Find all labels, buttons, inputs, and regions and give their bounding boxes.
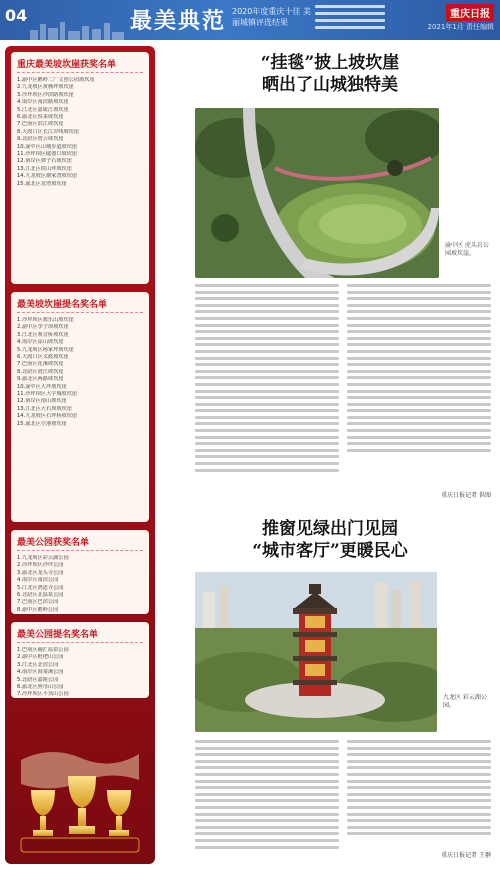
list-item: 4.南岸区南滨路坡坎崖	[17, 99, 69, 106]
award-panel	[11, 52, 149, 284]
award-list	[17, 317, 143, 428]
list-item: 1.巴南区融汇温泉公园	[17, 647, 69, 653]
list-item: 7.巴南区巴滨公园	[17, 599, 59, 606]
list-item: 12.南岸区南山坡坎崖	[17, 398, 67, 405]
list-item: 3.江北区北滨公园	[17, 661, 59, 668]
list-item: 14.九龙坡区石坪桥坡坎崖	[17, 413, 78, 420]
section-title: 最美典范	[130, 8, 227, 34]
list-item: 3.沙坪坝区沙滨路坡坎崖	[17, 91, 74, 98]
list-item: 11.沙坪坝区磁器口坡坎崖	[17, 151, 78, 158]
article1-text-col2	[347, 284, 491, 455]
list-item: 12.南岸区弹子石坡坎崖	[17, 158, 72, 165]
article1-photo	[195, 108, 439, 278]
award-panel	[11, 292, 149, 522]
main-content	[165, 46, 495, 864]
article1-text-col1	[195, 284, 339, 475]
list-item: 13.江北区铁山坪坡坎崖	[17, 165, 72, 172]
panel-title: 最美坡坎崖提名奖名单	[17, 297, 143, 313]
article2-photo	[195, 572, 437, 732]
list-item: 7.巴南区滨江坡坎崖	[17, 121, 64, 128]
article2-text-col2	[347, 740, 491, 839]
list-item: 6.大渡口区义渡坡坎崖	[17, 354, 69, 361]
article2-text-col1	[195, 740, 339, 852]
award-list	[17, 77, 143, 188]
paper-name: 重庆日报	[446, 4, 494, 21]
list-item: 8.北碚区澄江坡坎崖	[17, 368, 64, 375]
article2-headline	[165, 518, 495, 562]
list-item: 3.渝北区龙头寺公园	[17, 569, 64, 576]
list-item: 8.大渡口区长江岸线坡坎崖	[17, 128, 80, 135]
masthead-text-lines	[315, 5, 385, 33]
award-list-sidebar	[5, 46, 155, 864]
list-item: 14.九龙坡区谢家湾坡坎崖	[17, 173, 78, 180]
headline-line: “挂毯”披上坡坎崖	[260, 53, 400, 73]
list-item: 5.北碚区嘉陵公园	[17, 676, 59, 683]
list-item: 5.九龙坡区杨家坪坡坎崖	[17, 346, 74, 353]
award-panel	[11, 530, 149, 614]
section-subtitle: 2020年度重庆十佳 美丽城镇评选结果	[232, 7, 311, 27]
list-item: 15.渝北区空港坡坎崖	[17, 420, 67, 427]
list-item: 8.渝中区鹅岭公园	[17, 606, 59, 613]
photo-caption: 九龙区 彩云湖公 园。	[443, 694, 487, 709]
list-item: 4.南岸区涂山坡坎崖	[17, 339, 64, 346]
list-item: 5.江北区嘉陵江坡坎崖	[17, 106, 69, 113]
list-item: 2.渝中区李子坝坡坎崖	[17, 324, 69, 331]
list-item: 6.渝北区悦来坡坎崖	[17, 114, 64, 121]
list-item: 10.渝中区大坪坡坎崖	[17, 383, 67, 390]
masthead	[0, 0, 500, 40]
list-item: 15.渝北区龙塔坡坎崖	[17, 180, 67, 187]
list-item: 2.渝中区枇杷山公园	[17, 654, 64, 661]
masthead-meta: 2021年1月 责任编辑	[427, 23, 494, 31]
panel-title: 最美公园提名奖名单	[17, 627, 143, 643]
list-item: 9.渝北区两路坡坎崖	[17, 376, 64, 383]
award-list	[17, 555, 143, 614]
article1-byline: 重庆日报记者 供图	[441, 492, 491, 499]
article2-byline: 重庆日报记者 王翀	[441, 852, 491, 859]
list-item: 13.江北区大石坝坡坎崖	[17, 405, 72, 412]
list-item: 7.巴南区花溪坡坎崖	[17, 361, 64, 368]
page-number: 04	[5, 6, 28, 25]
list-item: 5.江北区鸿恩寺公园	[17, 584, 64, 591]
headline-line: 晒出了山城独特美	[262, 75, 398, 95]
list-item: 11.沙坪坝区大学城坡坎崖	[17, 391, 78, 398]
panel-title: 重庆最美坡坎崖获奖名单	[17, 57, 143, 73]
panel-title: 最美公园获奖名单	[17, 535, 143, 551]
list-item: 2.九龙坡区黄桷坪坡坎崖	[17, 84, 74, 91]
award-list	[17, 647, 143, 699]
list-item: 2.沙坪坝区沙坪公园	[17, 562, 64, 569]
list-item: 1.渝中区鹅岭二厂文创公园坡坎崖	[17, 77, 95, 83]
list-item: 6.渝北区照母山公园	[17, 684, 64, 691]
list-item: 9.北碚区缙云坡坎崖	[17, 136, 64, 143]
article1-headline	[165, 52, 495, 96]
skyline-decoration	[30, 20, 130, 40]
list-item: 4.南岸区海棠溪公园	[17, 669, 64, 676]
list-item: 1.沙坪坝区歌乐山坡坎崖	[17, 317, 74, 323]
list-item: 10.渝中区山城步道坡坎崖	[17, 143, 78, 150]
headline-line: 推窗见绿出门见园	[262, 519, 398, 539]
list-item: 4.南岸区南滨公园	[17, 577, 59, 584]
list-item: 6.北碚区北温泉公园	[17, 592, 64, 599]
photo-caption: 渝中区 虎头岩公 园坡坎崖。	[445, 242, 489, 257]
list-item: 3.江北区观音桥坡坎崖	[17, 331, 69, 338]
list-item: 1.九龙坡区彩云湖公园	[17, 555, 69, 561]
trophy-illustration	[11, 740, 149, 858]
headline-line: “城市客厅”更暖民心	[252, 541, 408, 561]
award-panel	[11, 622, 149, 698]
list-item: 7.沙坪坝区平顶山公园	[17, 691, 69, 698]
